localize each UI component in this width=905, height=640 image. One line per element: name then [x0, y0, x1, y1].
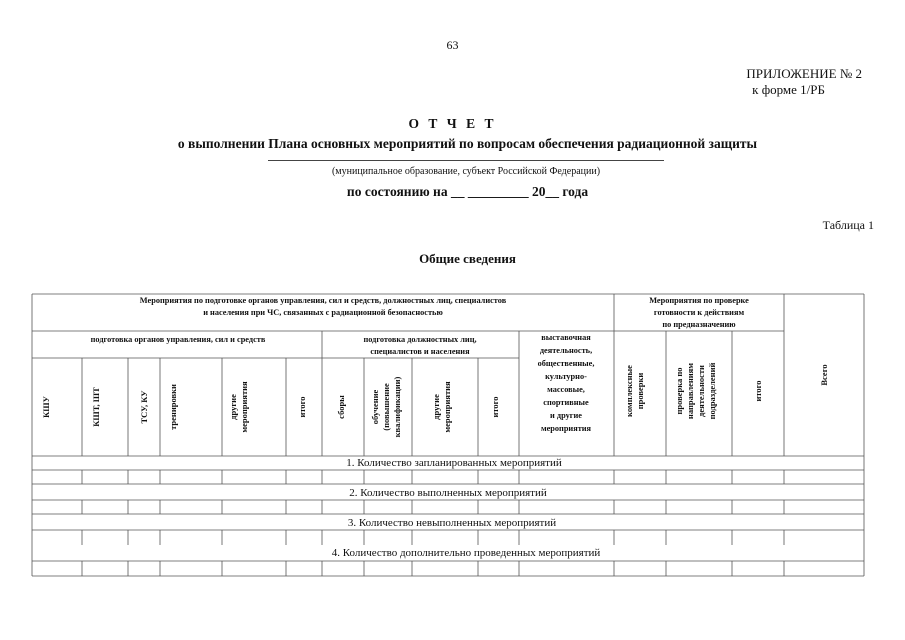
report-title: О Т Ч Е Т	[408, 116, 497, 131]
sub-bodies: подготовка органов управления, сил и средств	[90, 335, 266, 344]
col-other-1a: другие	[228, 394, 238, 420]
col-total-3: итого	[753, 380, 763, 402]
col-other-1b: мероприятия	[239, 381, 249, 433]
col-directions-c: деятельности	[696, 365, 706, 417]
sub-officials-line-2: специалистов и населения	[370, 347, 470, 356]
col-complex-a: комплексные	[624, 365, 634, 417]
exhibition-line: выставочная	[541, 333, 591, 342]
col-total-2: итого	[490, 396, 500, 418]
section-row-3: 3. Количество невыполненных мероприятий	[347, 517, 557, 529]
col-kshu: КШУ	[41, 396, 51, 418]
exhibition-line: массовые,	[547, 385, 585, 394]
col-directions-b: направлениям	[685, 362, 695, 420]
exhibition-line: мероприятия	[540, 424, 592, 433]
exhibition-line: деятельность,	[539, 346, 593, 355]
col-grand-total: Всего	[819, 364, 829, 386]
exhibition-line: культурно-	[545, 372, 587, 381]
section-row-1: 1. Количество запланированных мероприятий	[346, 457, 562, 469]
col-total-1: итого	[297, 396, 307, 418]
page-number: 63	[446, 38, 459, 52]
data-row-cells	[82, 470, 784, 576]
col-other-2b: мероприятия	[442, 381, 452, 433]
col-directions-d: подразделений	[707, 362, 717, 420]
exhibition-line: общественные,	[537, 359, 595, 368]
group-main-line-1: Мероприятия по подготовке органов управления, сил и средств, должностных лиц, специалистов	[139, 296, 507, 305]
appendix-title: ПРИЛОЖЕНИЕ № 2	[746, 66, 862, 81]
col-training-a: обучение	[370, 389, 380, 425]
group-check-line-1: Мероприятия по проверке	[649, 296, 749, 305]
col-training-b: (повышение	[381, 383, 391, 431]
section-title: Общие сведения	[419, 251, 516, 266]
report-subtitle: о выполнении Плана основных мероприятий по вопросам обеспечения радиационной защиты	[177, 136, 758, 151]
col-training-c: квалификации)	[392, 376, 402, 438]
col-other-2a: другие	[431, 394, 441, 420]
exhibition-header	[538, 333, 595, 433]
section-row-2: 2. Количество выполненных мероприятий	[349, 487, 547, 499]
exhibition-line: и другие	[550, 411, 582, 420]
col-tsu: ТСУ, КУ	[139, 390, 149, 424]
group-check-line-2: готовности к действиям	[653, 308, 745, 317]
sub-officials-line-1: подготовка должностных лиц,	[363, 335, 477, 344]
group-main-line-2: и населения при ЧС, связанных с радиационной безопасностью	[203, 308, 443, 317]
fill-in-line	[268, 160, 664, 161]
municipality-note: (муниципальное образование, субъект Российской Федерации)	[331, 166, 601, 177]
exhibition-line: спортивные	[543, 398, 589, 407]
col-gatherings: сборы	[336, 395, 346, 419]
section-row-4: 4. Количество дополнительно проведенных мероприятий	[331, 547, 601, 559]
appendix-form: к форме 1/РБ	[752, 82, 825, 97]
col-trainings: тренировки	[168, 384, 178, 430]
group-check-line-3: по предназначению	[662, 320, 736, 329]
table-label: Таблица 1	[822, 218, 874, 232]
col-ksht: КШТ, ШТ	[91, 387, 101, 427]
col-complex-b: проверки	[635, 372, 645, 410]
col-directions-a: проверка по	[674, 367, 684, 415]
state-as-of: по состоянию на __ _________ 20__ года	[346, 184, 589, 199]
